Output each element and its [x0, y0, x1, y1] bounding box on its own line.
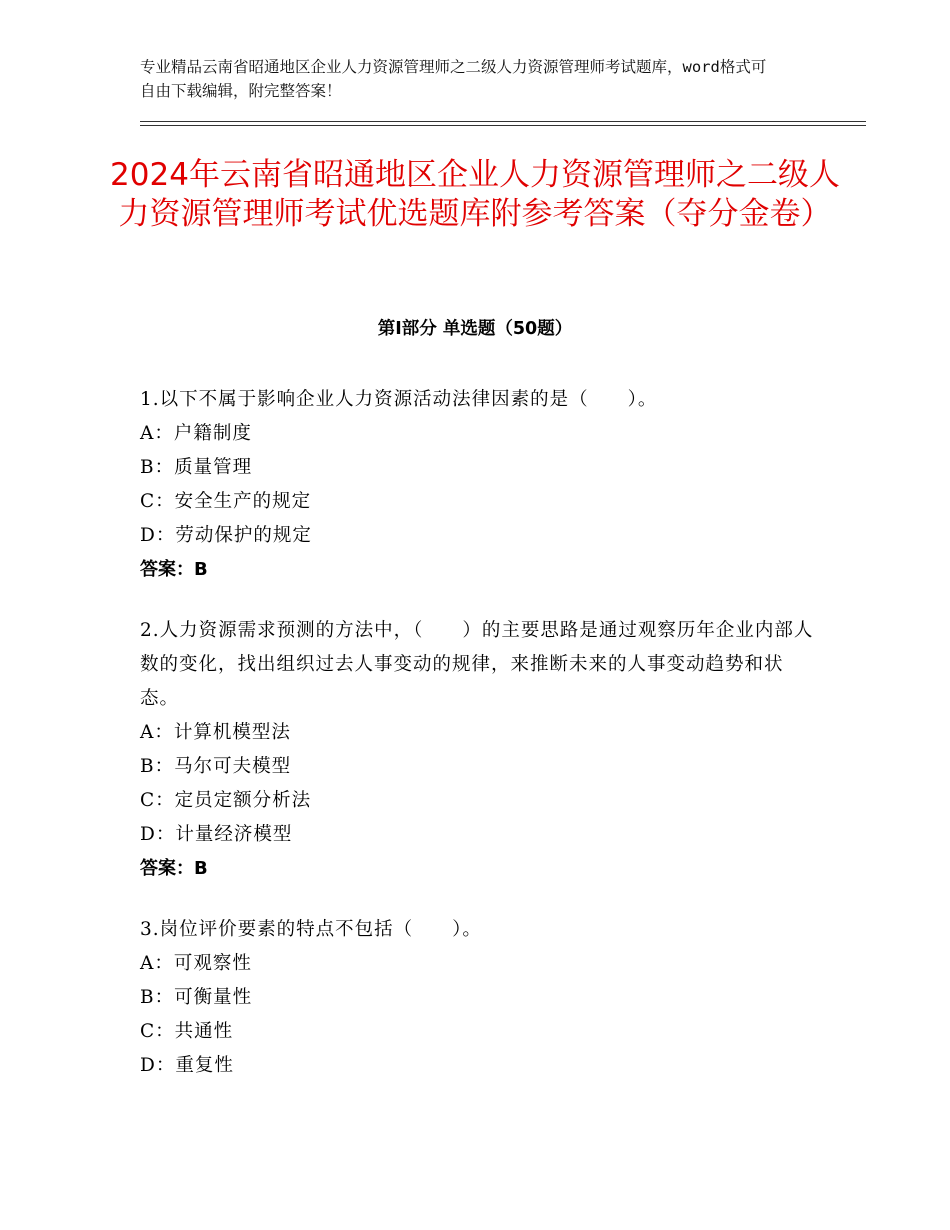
option-a: A：计算机模型法 [140, 722, 291, 743]
option-b: B：质量管理 [140, 457, 253, 478]
answer: 答案：B [140, 559, 208, 580]
question-3 [140, 913, 820, 1083]
header-note: 专业精品云南省昭通地区企业人力资源管理师之二级人力资源管理师考试题库，word格式可自由下载编辑，附完整答案！ [140, 58, 767, 100]
section-heading: 第Ⅰ部分 单选题（50题） [377, 319, 573, 339]
answer: 答案：B [140, 858, 208, 879]
option-d: D：劳动保护的规定 [140, 525, 312, 546]
option-c: C：共通性 [140, 1021, 234, 1042]
question-2 [140, 614, 820, 886]
option-a: A：可观察性 [140, 953, 252, 974]
question-stem: 1.以下不属于影响企业人力资源活动法律因素的是（ ）。 [140, 389, 658, 410]
document-title: 2024年云南省昭通地区企业人力资源管理师之二级人力资源管理师考试优选题库附参考答案（夺分金卷） [110, 157, 840, 232]
header-divider [140, 121, 866, 122]
option-b: B：马尔可夫模型 [140, 756, 292, 777]
question-stem: 2.人力资源需求预测的方法中，（ ）的主要思路是通过观察历年企业内部人数的变化，找出组织过去人事变动的规律，来推断未来的人事变动趋势和状态。 [140, 620, 814, 709]
question-list [140, 383, 820, 1110]
option-c: C：定员定额分析法 [140, 790, 312, 811]
option-b: B：可衡量性 [140, 987, 253, 1008]
question-1 [140, 383, 820, 587]
option-a: A：户籍制度 [140, 423, 252, 444]
option-d: D：重复性 [140, 1055, 234, 1076]
option-c: C：安全生产的规定 [140, 491, 312, 512]
header-divider-secondary [140, 125, 866, 126]
question-stem: 3.岗位评价要素的特点不包括（ ）。 [140, 919, 482, 940]
option-d: D：计量经济模型 [140, 824, 293, 845]
